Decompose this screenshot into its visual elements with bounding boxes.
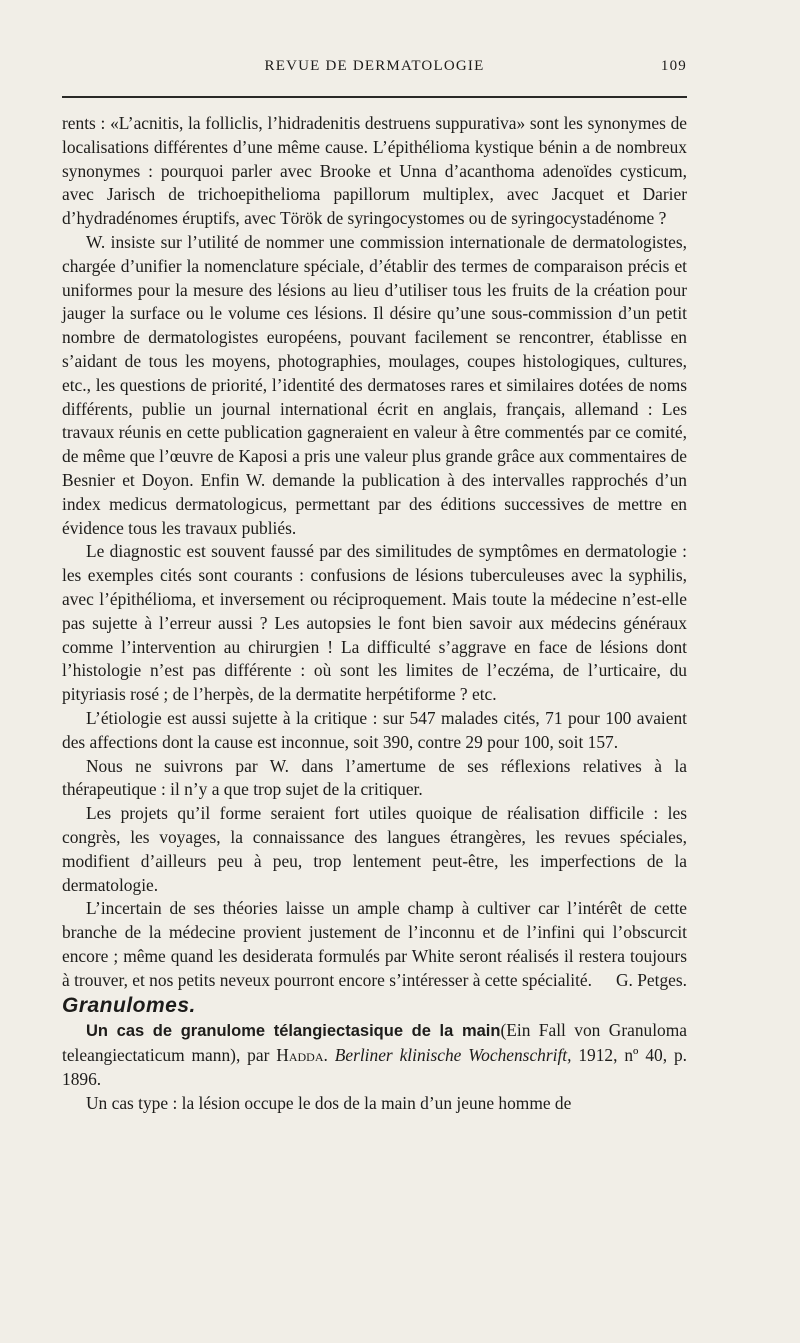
paragraph: Un cas type : la lésion occupe le dos de la main d’un jeune homme de <box>86 1092 572 1113</box>
page-number: 109 <box>660 58 687 74</box>
entry-journal: Berliner klinische Wochenschrift, <box>334 1045 572 1066</box>
paragraph-with-signature <box>62 897 687 992</box>
paragraph: L’étiologie est aussi sujette à la critique : sur 547 malades cités, 71 pour 100 avaient des affections dont la cause est inconnue, soit 390, contre 29 pour 100, soit 157. <box>62 707 687 752</box>
running-header <box>62 58 687 84</box>
entry-author: Hadda <box>276 1045 324 1066</box>
header-rule <box>62 96 687 98</box>
bibliographic-entry <box>62 1019 687 1091</box>
entry-original-title: (Ein Fall von Granuloma teleangiectaticum mann), par <box>62 1020 687 1066</box>
paragraph: L’incertain de ses théories laisse un ample champ à cultiver car l’intérêt de cette branche de la médecine provient justement de l’inconnu et de l’infini qui l’obscurcit encore ; même quand les desiderata formulés par White seront réalisés il restera toujours à trouver, et nos petits neveux pourront encore s’intéresser à cette spécialité. <box>62 898 687 990</box>
section-heading: Granulomes. <box>62 994 196 1018</box>
entry-citation: 1912, nº 40, p. 1896. <box>62 1045 687 1090</box>
paragraph: Les projets qu’il forme seraient fort utiles quoique de réalisation difficile : les congrès, les voyages, la connaissance des langues étrangères, les revues spéciales, modifient d’ailleurs peu à peu, trop lentement peut-être, les imperfections de la dermatologie. <box>62 803 687 895</box>
running-title: REVUE DE DERMATOLOGIE <box>264 58 485 74</box>
paragraph: Le diagnostic est souvent faussé par des similitudes de symptômes en dermatologie : les exemples cités sont courants : confusions de lésions tuberculeuses avec la syphilis, avec l’épithélioma, et inversement ou réciproquement. Mais toute la médecine n’est-elle pas sujette à l’erreur aussi ? Les autopsies le font bien savoir aux médecins généraux comme l’intervention au chirurgien ! La difficulté s’aggrave en face de lésions dont l’histologie n’est pas différente : où sont les limites de l’eczéma, de l’urticaire, du pityriasis rosé ; de l’herpès, de la dermatite herpétiforme ? etc. <box>62 541 687 705</box>
paragraph: W. insiste sur l’utilité de nommer une commission internationale de dermatologistes, chargée d’unifier la nomenclature spéciale, d’établir des termes de comparaison précis et uniformes pour la mesure des lésions au lieu d’utiliser tous les fruits de la création pour jauger la surface ou le volume ces lésions. Il désire qu’une sous-commission d’un petit nombre de dermatologistes européens, pouvant facilement se rencontrer, établisse en s’aidant de tous les moyens, photographies, moulages, coupes histologiques, cultures, etc., les questions de priorité, l’identité des dermatoses rares et similaires dotées de noms différents, publie un journal international écrit en anglais, français, allemand : Les travaux réunis en cette publication gagneraient en valeur à être commentés par ce comité, de même que l’œuvre de Kaposi a pris une valeur plus grande grâce aux commentaires de Besnier et Doyon. Enfin W. demande la publication à des intervalles rapprochés d’un index medicus dermatologicus, permettant par des éditions successives de mettre en évidence tous les travaux publiés. <box>62 231 687 538</box>
author-signature: G. Petges. <box>615 969 687 990</box>
article-body <box>62 112 687 1116</box>
paragraph: rents : «L’acnitis, la folliclis, l’hidradenitis destruens suppurativa» sont les synonymes de localisations différentes d’une même cause. L’épithélioma kystique bénin a de nombreux synonymes : pourquoi parler avec Brooke et Unna d’acanthoma adenoïdes cysticum, avec Jarisch de trichoepithelioma papillorum multiplex, avec Jacquet et Darier d’hydradénomes éruptifs, avec Török de syringocystomes ou de syringocystadénome ? <box>62 113 687 229</box>
paragraph: Nous ne suivrons par W. dans l’amertume de ses réflexions relatives à la thérapeutique : il n’y a que trop sujet de la critiquer. <box>62 755 687 800</box>
entry-separator: . <box>323 1045 335 1066</box>
entry-title: Un cas de granulome télangiectasique de la main <box>86 1022 501 1041</box>
